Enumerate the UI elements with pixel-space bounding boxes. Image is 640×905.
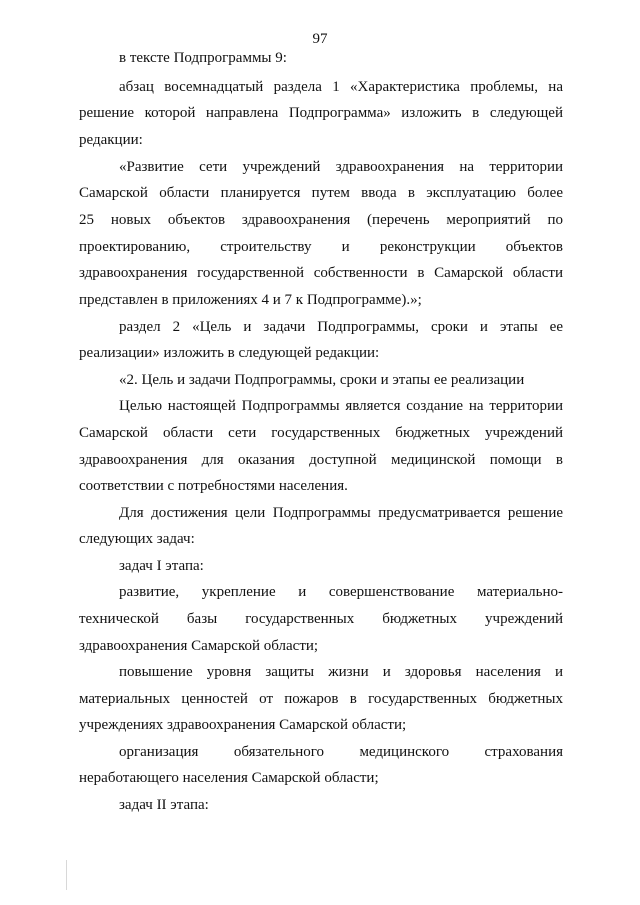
text-line: абзац восемнадцатый раздела 1 «Характеристика проблемы, на [119, 79, 563, 95]
text-line: неработающего населения Самарской области; [79, 770, 379, 786]
text-line: учреждениях здравоохранения Самарской области; [79, 717, 407, 733]
text-line: здравоохранения для оказания доступной медицинской помощи в [79, 452, 563, 468]
text-line: технической базы государственных бюджетных учреждений [79, 611, 563, 627]
scan-artifact [66, 860, 67, 890]
text-line: Самарской области сети государственных бюджетных учреждений [79, 425, 563, 441]
text-line: решение которой направлена Подпрограмма» изложить в следующей [79, 105, 563, 121]
text-line: «Развитие сети учреждений здравоохранения на территории [119, 159, 563, 175]
page-number: 97 [312, 31, 328, 47]
text-line: Целью настоящей Подпрограммы является создание на территории [119, 398, 563, 414]
text-line: редакции: [79, 132, 143, 148]
text-line: раздел 2 «Цель и задачи Подпрограммы, сроки и этапы ее [119, 319, 563, 335]
text-line: повышение уровня защиты жизни и здоровья населения и [119, 664, 563, 680]
text-line: развитие, укрепление и совершенствование материально- [119, 584, 563, 600]
text-line: следующих задач: [79, 531, 195, 547]
text-line: Для достижения цели Подпрограммы предусматривается решение [119, 505, 563, 521]
text-line: задач II этапа: [119, 797, 209, 813]
text-line: «2. Цель и задачи Подпрограммы, сроки и этапы ее реализации [119, 372, 525, 388]
text-line: 25 новых объектов здравоохранения (перечень мероприятий по [79, 212, 563, 228]
text-line: здравоохранения Самарской области; [79, 638, 319, 654]
text-line: материальных ценностей от пожаров в государственных бюджетных [79, 691, 563, 707]
text-line: в тексте Подпрограммы 9: [119, 50, 287, 66]
text-line: реализации» изложить в следующей редакции: [79, 345, 380, 361]
text-line: представлен в приложениях 4 и 7 к Подпрограмме).»; [79, 292, 422, 308]
text-line: здравоохранения государственной собственности в Самарской области [79, 265, 563, 281]
text-line: задач I этапа: [119, 558, 204, 574]
text-line: соответствии с потребностями населения. [79, 478, 348, 494]
text-line: проектированию, строительству и реконструкции объектов [79, 239, 563, 255]
text-line: организация обязательного медицинского страхования [119, 744, 563, 760]
text-line: Самарской области планируется путем ввода в эксплуатацию более [79, 185, 563, 201]
